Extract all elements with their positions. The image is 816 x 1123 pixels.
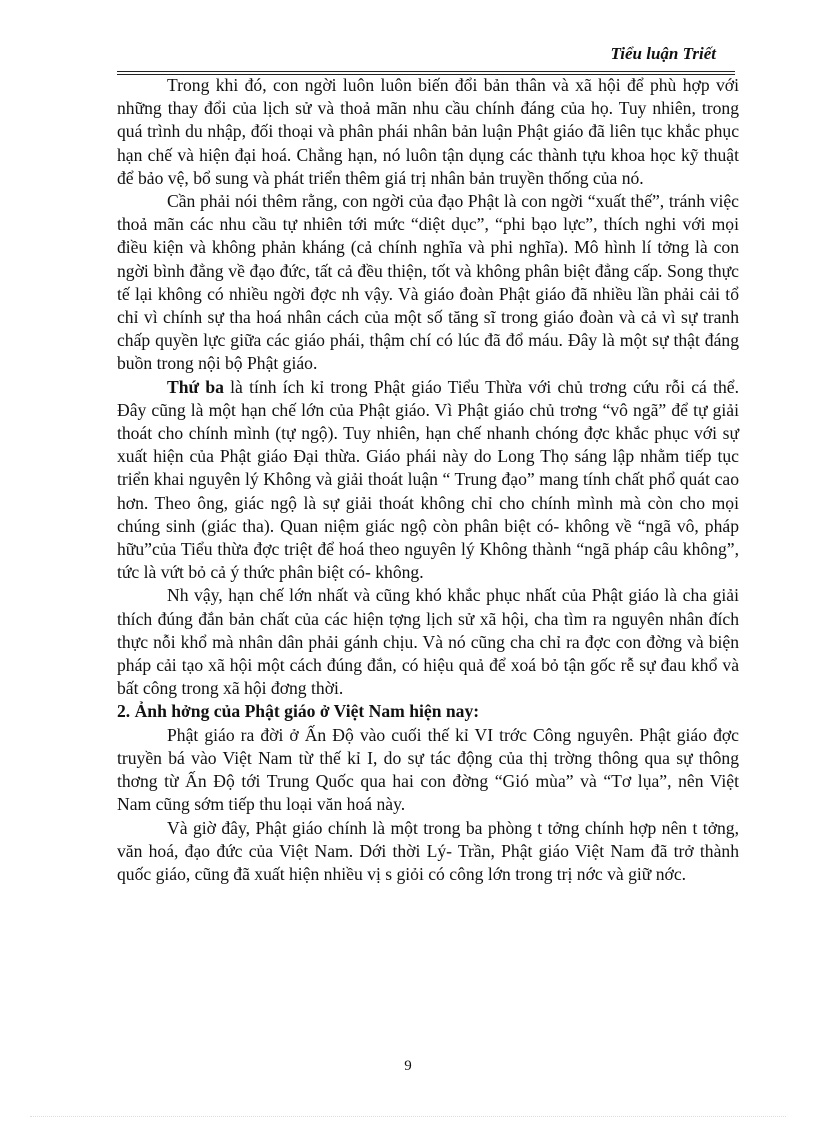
paragraph: Nh vậy, hạn chế lớn nhất và cũng khó khắc phục nhất của Phật giáo là cha giải thích đúng đắn bản chất của các hiện tợng lịch sử xã hội, cha tìm ra nguyên nhân đích thực nỗi khổ mà nhân dân phải gánh chịu. Và nó cũng cha chỉ ra đợc con đờng và biện pháp cải tạo xã hội một cách đúng đắn, có hiệu quả để xoá bỏ tận gốc rễ sự đau khổ và bất công trong xã hội đơng thời.	[117, 585, 739, 699]
paragraph: Trong khi đó, con ngời luôn luôn biến đổi bản thân và xã hội để phù hợp với những thay đổi của lịch sử và thoả mãn nhu cầu chính đáng của họ. Tuy nhiên, trong quá trình du nhập, đối thoại và phân phái nhân bản luận Phật giáo đã liên tục khắc phục hạn chế và hiện đại hoá. Chẳng hạn, nó luôn tận dụng các thành tựu khoa học kỹ thuật để bảo vệ, bổ sung và phát triển thêm giá trị nhân bản truyền thống của nó.	[117, 75, 739, 188]
paragraph-lead: Thứ ba	[167, 376, 224, 397]
page-header-title: Tiểu luận Triết	[610, 44, 716, 63]
section-heading: 2. Ảnh hởng của Phật giáo ở Việt Nam hiện nay:	[117, 701, 480, 722]
footer-divider	[30, 1116, 786, 1117]
paragraph-text: là tính ích kỉ trong Phật giáo Tiểu Thừa với chủ trơng cứu rỗi cá thể. Đây cũng là một hạn chế lớn của Phật giáo. Vì Phật giáo chủ trơng “vô ngã” để tự giải thoát cho chính mình (tự ngộ). Tuy nhiên, hạn chế nhanh chóng đợc khắc phục với sự xuất hiện của Phật giáo Đại thừa. Giáo phái này do Long Thọ sáng lập nhằm tiếp tục triển khai nguyên lý Không và giải thoát luận “ Trung đạo” mang tính chất phổ quát cao hơn. Theo ông, giác ngộ là sự giải thoát không chỉ cho chính mình mà còn cho mọi chúng sinh (giác tha). Quan niệm giác ngộ còn phân biệt có- không về “ngã vô, pháp hữu”của Tiểu thừa đợc triệt để hoá theo nguyên lý Không thành “ngã pháp câu không”, tức là vứt bỏ cả ý thức phân biệt có- không.	[117, 376, 740, 583]
page-number: 9	[404, 1058, 412, 1074]
document-body	[117, 74, 739, 886]
paragraph: Phật giáo ra đời ở Ấn Độ vào cuối thế kỉ VI trớc Công nguyên. Phật giáo đợc truyền bá vào Việt Nam từ thế kỉ I, do sự tác động của thị trờng thông qua sự thông thơng từ Ấn Độ tới Trung Quốc qua hai con đờng “Gió mùa” và “Tơ lụa”, nên Việt Nam cũng sớm tiếp thu loại văn hoá này.	[117, 724, 739, 815]
paragraph: Và giờ đây, Phật giáo chính là một trong ba phòng t tởng chính hợp nên t tởng, văn hoá, đạo đức của Việt Nam. Dới thời Lý- Trần, Phật giáo Việt Nam đã trở thành quốc giáo, cũng đã xuất hiện nhiều vị s giỏi có công lớn trong trị nớc và giữ nớc.	[117, 817, 739, 884]
paragraph	[117, 376, 739, 585]
paragraph: Cần phải nói thêm rằng, con ngời của đạo Phật là con ngời “xuất thế”, tránh việc thoả mãn các nhu cầu tự nhiên tới mức “diệt dục”, “phi bạo lực”, thích nghi với mọi điều kiện và không phản kháng (cả chính nghĩa và phi nghĩa). Mô hình lí tởng là con ngời bình đẳng về đạo đức, tất cả đều thiện, tốt và không phân biệt đẳng cấp. Song thực tế lại không có nhiều ngời đợc nh vậy. Và giáo đoàn Phật giáo đã nhiều lần phải cải tổ chỉ vì chính sự tha hoá nhân cách của một số tăng sĩ trong giáo đoàn và cả vì sự tranh chấp quyền lực giữa các giáo phái, thậm chí có lúc đã đổ máu. Đây là một sự thật đáng buồn trong nội bộ Phật giáo.	[117, 191, 739, 374]
